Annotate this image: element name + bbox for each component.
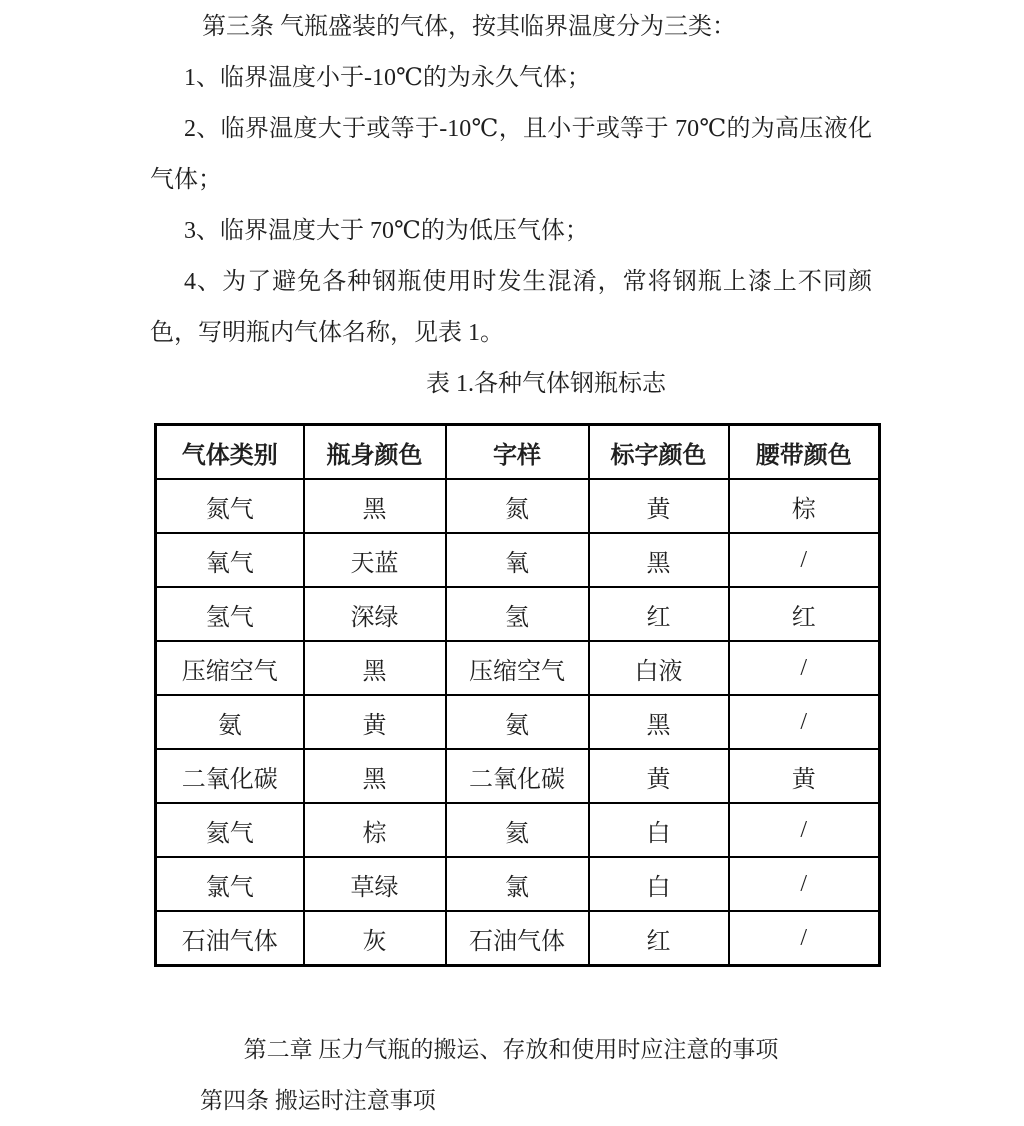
- table-cell: 氧气: [156, 533, 304, 587]
- table-cell: 黑: [589, 533, 729, 587]
- article-3-text: 第三条 气瓶盛装的气体，按其临界温度分为三类：: [202, 14, 736, 40]
- table-cell: 氢: [446, 587, 589, 641]
- chapter-2-heading: 第二章 压力气瓶的搬运、存放和使用时应注意的事项: [243, 1037, 779, 1062]
- table-cell: 黄: [589, 479, 729, 533]
- table-row: [156, 749, 880, 803]
- table-row: [156, 911, 880, 966]
- table-cell: 氧: [446, 533, 589, 587]
- table-cell: 红: [589, 911, 729, 966]
- item-4-text-line1: 4、为了避免各种钢瓶使用时发生混淆，常将钢瓶上漆上不同颜: [184, 269, 872, 295]
- table-cell: 氦: [446, 803, 589, 857]
- table-cell: 压缩空气: [156, 641, 304, 695]
- item-2-text-line2: 气体；: [150, 167, 222, 193]
- table-cell: 红: [729, 587, 880, 641]
- table-header-cell: 标字颜色: [589, 425, 729, 480]
- table-cell: 白: [589, 857, 729, 911]
- table-cell: /: [729, 857, 880, 911]
- table-cell: 黑: [304, 641, 446, 695]
- table-cell: 二氧化碳: [446, 749, 589, 803]
- gas-cylinder-marking-table: [154, 423, 881, 967]
- item-4-text-line2: 色，写明瓶内气体名称，见表 1。: [150, 320, 504, 346]
- table-cell: 氢气: [156, 587, 304, 641]
- table-caption: 表 1.各种气体钢瓶标志: [426, 371, 666, 397]
- item-3-text: 3、临界温度大于 70℃的为低压气体；: [184, 218, 589, 244]
- table-cell: 灰: [304, 911, 446, 966]
- table-cell: 石油气体: [156, 911, 304, 966]
- table-cell: /: [729, 695, 880, 749]
- table-header-cell: 字样: [446, 425, 589, 480]
- table-cell: 氮: [446, 479, 589, 533]
- table-body: [156, 479, 880, 966]
- table-cell: 氮气: [156, 479, 304, 533]
- table-cell: 氯气: [156, 857, 304, 911]
- item-2-text-line1: 2、临界温度大于或等于-10℃，且小于或等于 70℃的为高压液化: [184, 116, 872, 142]
- table-cell: 红: [589, 587, 729, 641]
- table-cell: 草绿: [304, 857, 446, 911]
- table-header-row: [156, 425, 880, 480]
- table-row: [156, 479, 880, 533]
- table-cell: 深绿: [304, 587, 446, 641]
- table-cell: 黄: [589, 749, 729, 803]
- table-cell: 石油气体: [446, 911, 589, 966]
- table-cell: 白液: [589, 641, 729, 695]
- table-cell: 氨: [156, 695, 304, 749]
- table-cell: 天蓝: [304, 533, 446, 587]
- table-header-cell: 瓶身颜色: [304, 425, 446, 480]
- table-cell: 白: [589, 803, 729, 857]
- table-cell: /: [729, 803, 880, 857]
- table-cell: 二氧化碳: [156, 749, 304, 803]
- table-cell: /: [729, 641, 880, 695]
- table-cell: 棕: [304, 803, 446, 857]
- table-row: [156, 695, 880, 749]
- table-cell: 黑: [304, 479, 446, 533]
- table-header-cell: 气体类别: [156, 425, 304, 480]
- article-4-heading: 第四条 搬运时注意事项: [200, 1088, 436, 1113]
- table-cell: 棕: [729, 479, 880, 533]
- table-header-cell: 腰带颜色: [729, 425, 880, 480]
- table-cell: /: [729, 911, 880, 966]
- table-cell: 氦气: [156, 803, 304, 857]
- table-cell: 压缩空气: [446, 641, 589, 695]
- table-cell: 氨: [446, 695, 589, 749]
- table-cell: 氯: [446, 857, 589, 911]
- table-cell: /: [729, 533, 880, 587]
- table-row: [156, 587, 880, 641]
- table-cell: 黑: [589, 695, 729, 749]
- table-row: [156, 803, 880, 857]
- item-1-text: 1、临界温度小于-10℃的为永久气体；: [184, 65, 591, 91]
- table-row: [156, 857, 880, 911]
- table-cell: 黑: [304, 749, 446, 803]
- table-row: [156, 641, 880, 695]
- table-row: [156, 533, 880, 587]
- table-cell: 黄: [729, 749, 880, 803]
- table-cell: 黄: [304, 695, 446, 749]
